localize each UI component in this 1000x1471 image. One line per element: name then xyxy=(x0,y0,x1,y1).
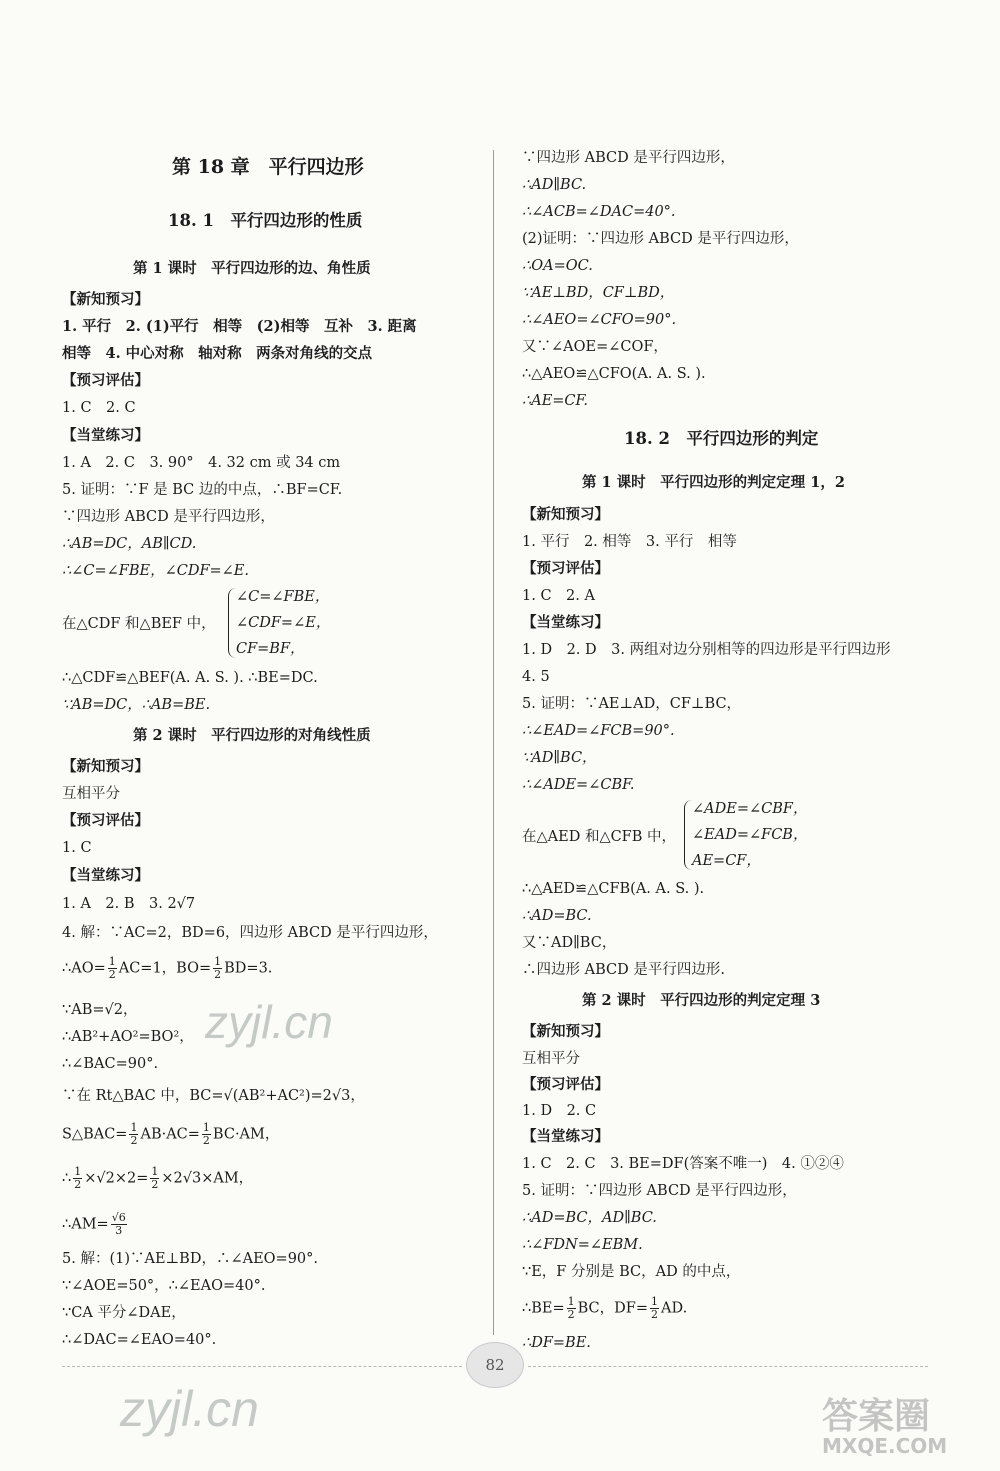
text: S△BAC= xyxy=(62,1126,128,1143)
answer-line xyxy=(62,1166,253,1191)
answer-line: 1. D 2. D 3. 两组对边分别相等的四边形是平行四边形 xyxy=(522,642,891,658)
lesson-title: 第 1 课时 平行四边形的边、角性质 xyxy=(133,260,371,277)
answer-line: 1. A 2. B 3. 2√7 xyxy=(62,896,196,912)
footer-dash-left xyxy=(62,1366,462,1367)
subheading: 【预习评估】 xyxy=(522,560,609,577)
answer-line: 又∵∠AOE=∠COF， xyxy=(522,339,668,355)
numerator: 1 xyxy=(650,1295,658,1308)
text: AC=1，BO= xyxy=(118,960,212,977)
system-line: ∠EAD=∠FCB， xyxy=(692,827,808,843)
answer-line: ∴∠FDN=∠EBM. xyxy=(522,1237,643,1253)
subheading: 【当堂练习】 xyxy=(522,614,609,631)
answer-line xyxy=(62,1212,129,1237)
text: BD=3. xyxy=(224,960,273,977)
answer-line: ∵四边形 ABCD 是平行四边形， xyxy=(522,150,735,166)
answer-line: 1. C 2. C 3. BE=DF(答案不唯一) 4. ①②④ xyxy=(522,1156,844,1172)
text: ∴BE= xyxy=(522,1300,565,1317)
fraction xyxy=(129,1122,138,1147)
watermark-center: zyjl.cn xyxy=(205,996,333,1048)
fraction xyxy=(202,1122,211,1147)
fraction xyxy=(213,956,222,981)
subheading: 【预习评估】 xyxy=(522,1076,609,1093)
denominator: 2 xyxy=(202,1134,210,1147)
text: AB·AC= xyxy=(140,1126,200,1143)
system-line: AE=CF， xyxy=(692,853,761,869)
subheading: 【当堂练习】 xyxy=(62,867,149,884)
text: ×2√3×AM， xyxy=(161,1170,254,1187)
answer-line: 1. 平行 2. 相等 3. 平行 相等 xyxy=(522,534,737,550)
answer-line: ∵AB=√2， xyxy=(62,1002,138,1018)
answer-line: ∴DF=BE. xyxy=(522,1335,591,1351)
fraction xyxy=(567,1296,576,1321)
column-divider xyxy=(493,150,494,1335)
text: ×√2×2= xyxy=(84,1170,149,1187)
answer-line: ∵在 Rt△BAC 中，BC=√(AB²+AC²)=2√3， xyxy=(62,1088,365,1104)
denominator: 2 xyxy=(567,1308,575,1321)
lesson-title: 第 2 课时 平行四边形的对角线性质 xyxy=(133,727,371,744)
numerator: 1 xyxy=(74,1165,82,1178)
answer-line: 1. C 2. C xyxy=(62,400,136,416)
answer-line: 5. 证明：∵AE⊥AD，CF⊥BC， xyxy=(522,696,742,712)
answer-line: 5. 证明：∵F 是 BC 边的中点，∴BF=CF. xyxy=(62,482,343,498)
denominator: 2 xyxy=(214,968,222,981)
section-title: 18. 1 平行四边形的性质 xyxy=(168,211,363,230)
answer-line: 4. 5 xyxy=(522,669,550,685)
answer-line: 互相平分 xyxy=(522,1051,580,1067)
numerator: 1 xyxy=(567,1295,575,1308)
answer-line xyxy=(62,956,272,981)
answer-line xyxy=(522,1296,687,1321)
fraction xyxy=(111,1212,127,1237)
denominator: 2 xyxy=(650,1308,658,1321)
numerator: √6 xyxy=(111,1211,126,1224)
footer-dash-right xyxy=(528,1366,928,1367)
watermark-corner-url: MXQE.COM xyxy=(822,1434,948,1458)
text: ∴ xyxy=(62,1170,72,1187)
answer-line: ∴△AED≌△CFB(A. A. S. ). xyxy=(522,881,705,897)
subheading: 【新知预习】 xyxy=(522,506,609,523)
answer-line: ∴AE=CF. xyxy=(522,393,588,409)
numerator: 1 xyxy=(214,955,222,968)
answer-line: ∴∠ADE=∠CBF. xyxy=(522,777,635,793)
answer-line: 互相平分 xyxy=(62,786,120,802)
answer-line: 4. 解：∵AC=2，BD=6，四边形 ABCD 是平行四边形， xyxy=(62,925,438,941)
answer-line: ∴∠BAC=90°. xyxy=(62,1056,159,1072)
answer-line: 1. C xyxy=(62,840,92,856)
text: ∴AM= xyxy=(62,1216,109,1233)
answer-line xyxy=(62,1122,279,1147)
answer-line: ∴△AEO≌△CFO(A. A. S. ). xyxy=(522,366,706,382)
text: AD. xyxy=(660,1300,688,1317)
answer-line: ∵AB=DC，∴AB=BE. xyxy=(62,697,211,713)
subheading: 【预习评估】 xyxy=(62,812,149,829)
answer-line: ∵AD∥BC， xyxy=(522,750,597,766)
watermark-corner: 答案圈 xyxy=(822,1396,931,1437)
system-line: ∠CDF=∠E， xyxy=(236,615,331,631)
answer-line: 5. 证明：∵四边形 ABCD 是平行四边形， xyxy=(522,1183,797,1199)
answer-line: ∴AD=BC. xyxy=(522,908,592,924)
answer-line: 相等 4. 中心对称 轴对称 两条对角线的交点 xyxy=(62,345,373,362)
text: ∴AO= xyxy=(62,960,106,977)
lesson-title: 第 1 课时 平行四边形的判定定理 1，2 xyxy=(582,474,845,491)
answer-line: ∴∠ACB=∠DAC=40°. xyxy=(522,204,676,220)
numerator: 1 xyxy=(151,1165,159,1178)
answer-line: ∴∠DAC=∠EAO=40°. xyxy=(62,1332,217,1348)
denominator: 2 xyxy=(130,1134,138,1147)
answer-line: 1. 平行 2. (1)平行 相等 (2)相等 互补 3. 距离 xyxy=(62,318,417,335)
answer-line: ∴AD∥BC. xyxy=(522,177,587,193)
answer-line: 又∵AD∥BC， xyxy=(522,935,617,951)
fraction xyxy=(150,1166,159,1191)
answer-line: ∴∠AEO=∠CFO=90°. xyxy=(522,312,677,328)
system-line: ∠C=∠FBE， xyxy=(236,589,330,605)
answer-line: ∴四边形 ABCD 是平行四边形. xyxy=(522,962,725,978)
fraction xyxy=(650,1296,659,1321)
answer-line: ∵E，F 分别是 BC，AD 的中点， xyxy=(522,1264,741,1280)
chapter-title: 第 18 章 平行四边形 xyxy=(172,156,364,178)
answer-line: 5. 解：(1)∵AE⊥BD，∴∠AEO=90°. xyxy=(62,1251,319,1267)
subheading: 【新知预习】 xyxy=(522,1023,609,1040)
subheading: 【新知预习】 xyxy=(62,291,149,308)
answer-line: ∵∠AOE=50°，∴∠EAO=40°. xyxy=(62,1278,266,1294)
text: BC，DF= xyxy=(577,1300,648,1317)
denominator: 3 xyxy=(115,1224,123,1237)
page-number: 82 xyxy=(466,1342,524,1388)
answer-line: 1. C 2. A xyxy=(522,588,595,604)
numerator: 1 xyxy=(130,1121,138,1134)
answer-line: ∴AD=BC，AD∥BC. xyxy=(522,1210,657,1226)
answer-line: ∴AB²+AO²=BO²， xyxy=(62,1029,194,1045)
subheading: 【当堂练习】 xyxy=(62,427,149,444)
lesson-title: 第 2 课时 平行四边形的判定定理 3 xyxy=(582,992,821,1009)
answer-line: ∵CA 平分∠DAE， xyxy=(62,1305,186,1321)
numerator: 1 xyxy=(202,1121,210,1134)
answer-line: ∴△CDF≌△BEF(A. A. S. ). ∴BE=DC. xyxy=(62,670,318,686)
section-title: 18. 2 平行四边形的判定 xyxy=(624,429,819,448)
denominator: 2 xyxy=(108,968,116,981)
system-intro: 在△CDF 和△BEF 中， xyxy=(62,616,216,632)
denominator: 2 xyxy=(151,1178,159,1191)
fraction xyxy=(73,1166,82,1191)
answer-line: ∴∠EAD=∠FCB=90°. xyxy=(522,723,675,739)
answer-line: 1. D 2. C xyxy=(522,1103,597,1119)
system-line: ∠ADE=∠CBF， xyxy=(692,801,808,817)
answer-line: ∵四边形 ABCD 是平行四边形， xyxy=(62,509,275,525)
watermark-bottom: zyjl.cn xyxy=(120,1381,259,1437)
subheading: 【预习评估】 xyxy=(62,372,149,389)
answer-line: ∴OA=OC. xyxy=(522,258,593,274)
answer-line: (2)证明：∵四边形 ABCD 是平行四边形， xyxy=(522,231,799,247)
system-intro: 在△AED 和△CFB 中， xyxy=(522,829,677,845)
subheading: 【新知预习】 xyxy=(62,758,149,775)
answer-line: ∴AB=DC，AB∥CD. xyxy=(62,536,197,552)
system-line: CF=BF， xyxy=(236,641,305,657)
subheading: 【当堂练习】 xyxy=(522,1128,609,1145)
text: BC·AM， xyxy=(212,1126,280,1143)
answer-line: ∵AE⊥BD，CF⊥BD， xyxy=(522,285,675,301)
numerator: 1 xyxy=(108,955,116,968)
answer-line: ∴∠C=∠FBE，∠CDF=∠E. xyxy=(62,563,249,579)
denominator: 2 xyxy=(74,1178,82,1191)
fraction xyxy=(108,956,117,981)
answer-line: 1. A 2. C 3. 90° 4. 32 cm 或 34 cm xyxy=(62,455,341,471)
